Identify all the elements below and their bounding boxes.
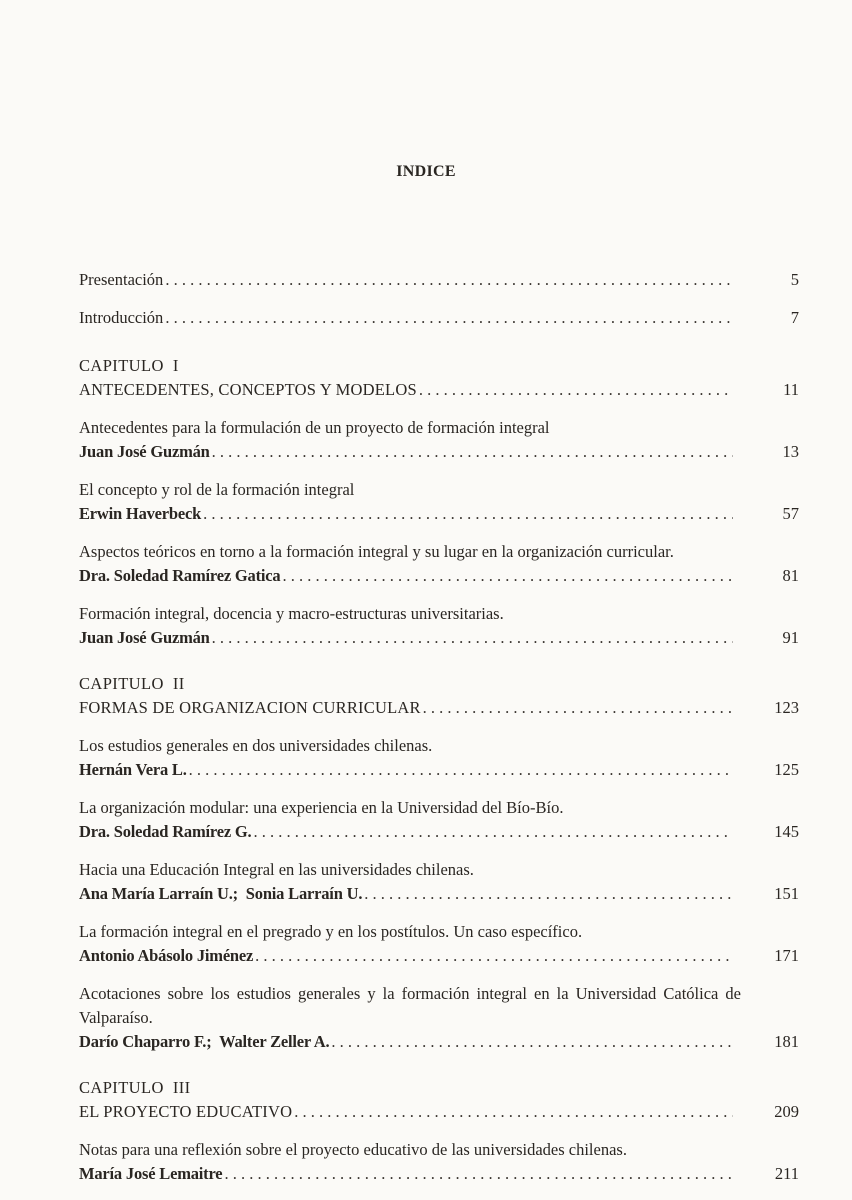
article-title: Los estudios generales en dos universidades chilenas.: [79, 736, 433, 755]
chapter-title: ANTECEDENTES, CONCEPTOS Y MODELOS: [79, 380, 417, 399]
toc-page-number: 123: [774, 698, 799, 717]
article-title: El concepto y rol de la formación integral: [79, 480, 355, 499]
dot-leader: [423, 696, 733, 720]
toc-page-number: 125: [774, 760, 799, 779]
article-author: Erwin Haverbeck: [79, 504, 202, 523]
toc-article[interactable]: [79, 796, 799, 844]
toc-page-number: 5: [790, 270, 799, 289]
article-title: Notas para una reflexión sobre el proyecto educativo de las universidades chilenas.: [79, 1140, 627, 1159]
dot-leader: [331, 1030, 733, 1054]
dot-leader: [364, 882, 733, 906]
article-author: María José Lemaitre: [79, 1164, 223, 1183]
article-author: Dra. Soledad Ramírez Gatica: [79, 566, 281, 585]
article-author: Hernán Vera L.: [79, 760, 187, 779]
toc-entry-introduccion[interactable]: [79, 306, 799, 330]
dot-leader: [282, 564, 733, 588]
toc-article[interactable]: [79, 540, 799, 588]
chapter-title-line[interactable]: [79, 696, 799, 720]
article-title: La formación integral en el pregrado y en los postítulos. Un caso específico.: [79, 922, 583, 941]
dot-leader: [294, 1100, 733, 1124]
toc-page-number: 91: [782, 628, 799, 647]
chapter-label: CAPITULO III: [79, 1078, 191, 1097]
chapter-title: FORMAS DE ORGANIZACION CURRICULAR: [79, 698, 421, 717]
toc-entry-label: Presentación: [79, 270, 164, 289]
toc-page-number: 145: [774, 822, 799, 841]
chapter-2: [79, 672, 799, 1054]
article-author: Ana María Larraín U.; Sonia Larraín U.: [79, 884, 363, 903]
toc-page-number: 57: [782, 504, 799, 523]
article-title: Hacia una Educación Integral en las universidades chilenas.: [79, 860, 474, 879]
toc-article[interactable]: [79, 982, 799, 1054]
chapter-title-line[interactable]: [79, 378, 799, 402]
dot-leader: [224, 1162, 733, 1186]
toc-page-number: 151: [774, 884, 799, 903]
toc-entry-presentacion[interactable]: [79, 268, 799, 292]
toc-article[interactable]: [79, 478, 799, 526]
dot-leader: [419, 378, 733, 402]
toc-article[interactable]: [79, 1138, 799, 1186]
article-author: Darío Chaparro F.; Walter Zeller A.: [79, 1032, 330, 1051]
chapter-label: CAPITULO I: [79, 356, 179, 375]
toc-page-number: 211: [774, 1164, 799, 1183]
chapter-1: [79, 354, 799, 650]
dot-leader: [165, 268, 733, 292]
dot-leader: [255, 944, 733, 968]
toc-article[interactable]: [79, 602, 799, 650]
dot-leader: [253, 820, 733, 844]
article-title: Acotaciones sobre los estudios generales y la formación integral en la Universidad Católica de Valparaíso.: [79, 984, 741, 1027]
article-author: Juan José Guzmán: [79, 442, 210, 461]
page-title: INDICE: [396, 163, 456, 180]
toc-page-number: 81: [782, 566, 799, 585]
dot-leader: [165, 306, 733, 330]
toc-article[interactable]: [79, 416, 799, 464]
dot-leader: [212, 440, 733, 464]
toc-page-number: 181: [774, 1032, 799, 1051]
toc-page-number: 11: [783, 380, 799, 399]
chapter-label: CAPITULO II: [79, 674, 185, 693]
toc-article[interactable]: [79, 734, 799, 782]
article-title: Formación integral, docencia y macro-estructuras universitarias.: [79, 604, 504, 623]
toc-page-number: 13: [782, 442, 799, 461]
toc-page-number: 7: [790, 308, 799, 327]
article-title: La organización modular: una experiencia en la Universidad del Bío-Bío.: [79, 798, 564, 817]
dot-leader: [203, 502, 733, 526]
article-author: Juan José Guzmán: [79, 628, 210, 647]
toc-page-number: 171: [774, 946, 799, 965]
chapter-3: [79, 1076, 799, 1186]
article-author: Dra. Soledad Ramírez G.: [79, 822, 252, 841]
dot-leader: [212, 626, 733, 650]
toc-article[interactable]: [79, 920, 799, 968]
toc-article[interactable]: [79, 858, 799, 906]
table-of-contents: [79, 268, 799, 1186]
article-title: Aspectos teóricos en torno a la formación integral y su lugar en la organización curricular.: [79, 542, 674, 561]
chapter-title: EL PROYECTO EDUCATIVO: [79, 1102, 293, 1121]
toc-page-number: 209: [774, 1102, 799, 1121]
chapter-title-line[interactable]: [79, 1100, 799, 1124]
toc-entry-label: Introducción: [79, 308, 164, 327]
article-title: Antecedentes para la formulación de un proyecto de formación integral: [79, 418, 550, 437]
article-author: Antonio Abásolo Jiménez: [79, 946, 254, 965]
dot-leader: [189, 758, 733, 782]
